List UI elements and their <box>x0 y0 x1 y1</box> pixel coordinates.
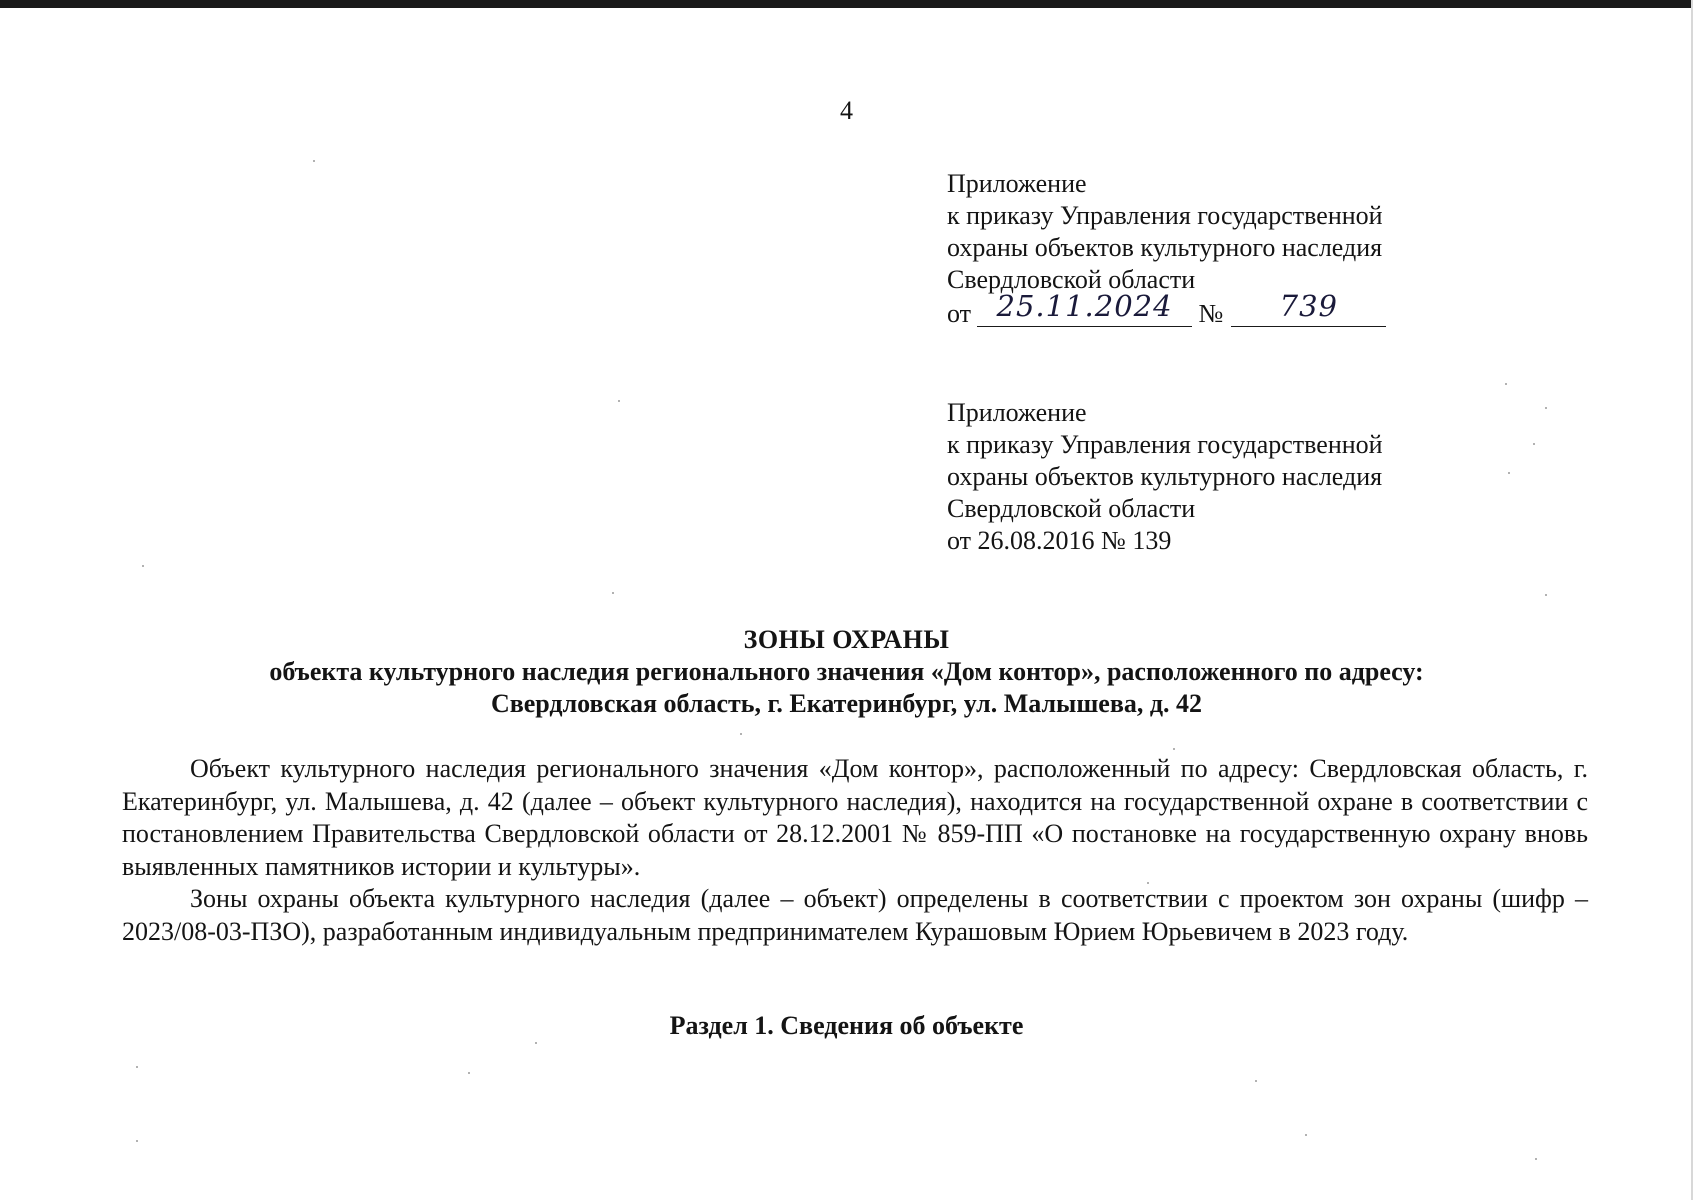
appendix-date-number-line: от 26.08.2016 № 139 <box>947 526 1172 555</box>
appendix-line: охраны объектов культурного наследия <box>947 462 1383 491</box>
page-number: 4 <box>840 96 853 125</box>
scan-speck <box>1508 472 1510 474</box>
scan-speck <box>1505 383 1507 385</box>
scan-speck <box>1545 407 1547 409</box>
handwritten-date-field <box>977 289 1192 327</box>
scan-speck <box>1255 1080 1257 1082</box>
document-title <box>0 624 1693 720</box>
appendix-title: Приложение <box>947 169 1087 198</box>
scan-top-edge <box>0 0 1693 8</box>
scan-speck <box>142 565 144 567</box>
handwritten-date: 25.11.2024 <box>996 289 1173 323</box>
appendix-line: к приказу Управления государственной <box>947 430 1383 459</box>
scan-speck <box>1545 594 1547 596</box>
scan-speck <box>313 160 315 162</box>
title-subtitle-line: Свердловская область, г. Екатеринбург, ул. Малышева, д. 42 <box>490 689 1203 718</box>
appendix-date-number-line <box>947 289 1507 330</box>
appendix-title: Приложение <box>947 398 1087 427</box>
scan-speck <box>136 1066 138 1068</box>
body-text <box>122 753 1588 948</box>
scan-speck <box>535 1042 537 1044</box>
appendix-line: Свердловской области <box>947 494 1196 523</box>
scan-speck <box>1173 748 1175 750</box>
title-subtitle-line: объекта культурного наследия регионального значения «Дом контор», расположенного по адресу: <box>269 657 1424 686</box>
appendix-block-current <box>947 168 1507 330</box>
appendix-line: Свердловской области <box>947 265 1196 294</box>
scan-speck <box>612 592 614 594</box>
section-heading: Раздел 1. Сведения об объекте <box>669 1011 1024 1040</box>
paragraph: Объект культурного наследия регионального значения «Дом контор», расположенный по адресу: Свердловская область, г. Екатеринбург, ул. Малышева, д. 42 (далее – объект культурного наследия), находится на государственной охране в соответствии с постановлением Правительства Свердловской области от 28.12.2001 № 859-ПП «О постановке на государственную охрану вновь выявленных памятников истории и культуры». <box>122 754 1588 881</box>
scan-speck <box>136 1140 138 1142</box>
scan-speck <box>1305 1134 1307 1136</box>
scan-speck <box>618 400 620 402</box>
number-label: № <box>1198 299 1224 328</box>
title-main: ЗОНЫ ОХРАНЫ <box>743 625 950 654</box>
scan-speck <box>740 733 742 735</box>
scan-speck <box>1535 1158 1537 1160</box>
appendix-block-previous <box>947 397 1507 557</box>
paragraph: Зоны охраны объекта культурного наследия (далее – объект) определены в соответствии с проектом зон охраны (шифр – 2023/08-03-ПЗО), разработанным индивидуальным предпринимателем Курашовым Юрием Юрьевичем в 2023 году. <box>122 884 1588 946</box>
handwritten-number-field <box>1231 289 1386 327</box>
appendix-line: к приказу Управления государственной <box>947 201 1383 230</box>
handwritten-number: 739 <box>1279 289 1339 323</box>
appendix-line: охраны объектов культурного наследия <box>947 233 1383 262</box>
scan-speck <box>1147 882 1149 884</box>
scan-speck <box>468 1072 470 1074</box>
from-label: от <box>947 299 972 328</box>
scan-speck <box>1533 443 1535 445</box>
